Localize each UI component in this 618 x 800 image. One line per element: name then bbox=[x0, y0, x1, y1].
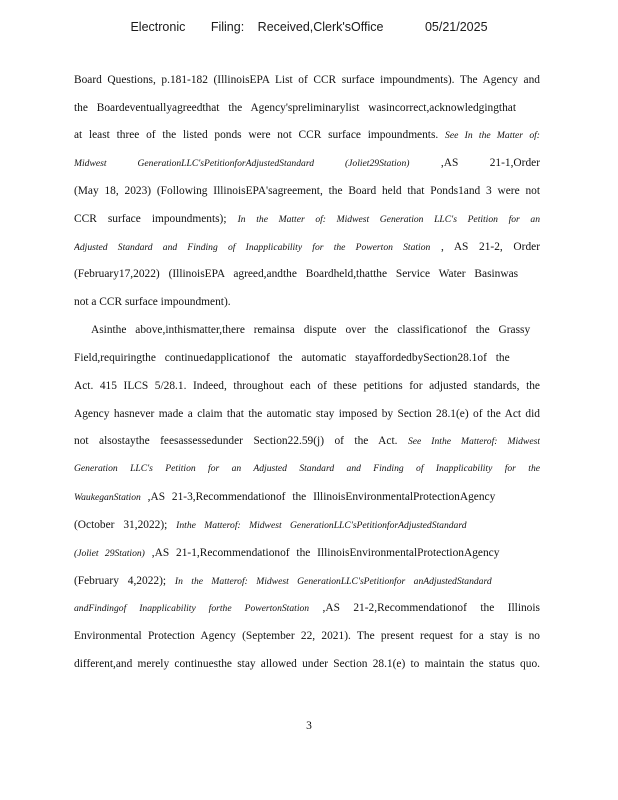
text-line-2: the Boardeventuallyagreedthat the Agency'spreliminarylist wasincorrect,acknowledgingthat bbox=[74, 102, 516, 114]
text-line-18: (Joliet 29Station) ,AS 21-1,Recommendationof the IllinoisEnvironmentalProtectionAgency bbox=[74, 547, 500, 559]
text-line-21: Environmental Protection Agency (September 22, 2021). The present request for a stay is no bbox=[74, 630, 540, 642]
text-line-4: Midwest GenerationLLC'sPetitionforAdjustedStandard (Joliet29Station) ,AS 21-1,Order bbox=[74, 157, 540, 169]
case-citation: andFindingof Inapplicability forthe PowertonStation bbox=[74, 603, 310, 614]
text-line-14: not alsostaythe feesassessedunder Section22.59(j) of the Act. See Inthe Matterof: Midwest bbox=[74, 435, 540, 447]
text-line-15: Generation LLC's Petition for an Adjusted Standard and Finding of Inapplicability for the bbox=[74, 463, 540, 474]
case-citation: Adjusted Standard and Finding of Inapplicability for the Powerton Station bbox=[74, 242, 431, 253]
text-line-3: at least three of the listed ponds were not CCR surface impoundments. See In the Matter of: bbox=[74, 129, 540, 141]
text-line-7: Adjusted Standard and Finding of Inapplicability for the Powerton Station , AS 21-2, Order bbox=[74, 241, 540, 253]
text-line-17: (October 31,2022); Inthe Matterof: Midwest GenerationLLC'sPetitionforAdjustedStandard bbox=[74, 519, 467, 531]
filing-header bbox=[0, 20, 618, 34]
page-number: 3 bbox=[306, 720, 312, 732]
text-line-5: (May 18, 2023) (Following IllinoisEPA'sagreement, the Board held that Ponds1and 3 were not bbox=[74, 185, 540, 197]
text-line-12: Act. 415 ILCS 5/28.1. Indeed, throughout each of these petitions for adjusted standards, the bbox=[74, 380, 540, 392]
text-line-20: andFindingof Inapplicability forthe PowertonStation ,AS 21-2,Recommendationof the Illinois bbox=[74, 602, 540, 614]
case-citation: In the Matter of: Midwest Generation LLC's Petition for an bbox=[237, 214, 540, 225]
case-citation: Midwest GenerationLLC'sPetitionforAdjustedStandard (Joliet29Station) bbox=[74, 158, 410, 169]
header-received: Received,Clerk'sOffice bbox=[257, 20, 384, 34]
case-citation: Inthe Matterof: Midwest GenerationLLC'sPetitionforAdjustedStandard bbox=[176, 520, 467, 531]
text-line-8: (February17,2022) (IllinoisEPA agreed,andthe Boardheld,thatthe Service Water Basinwas bbox=[74, 268, 519, 280]
case-citation: See In the Matter of: bbox=[445, 130, 540, 141]
case-citation: (Joliet 29Station) bbox=[74, 548, 145, 559]
text-line-11: Field,requiringthe continuedapplicationof the automatic stayaffordedbySection28.1of the bbox=[74, 352, 510, 364]
text-line-19: (February 4,2022); In the Matterof: Midwest GenerationLLC'sPetitionfor anAdjustedStandard bbox=[74, 575, 492, 587]
text-line-1: Board Questions, p.181-182 (IllinoisEPA List of CCR surface impoundments). The Agency and bbox=[74, 74, 540, 86]
case-citation: See Inthe Matterof: Midwest bbox=[407, 436, 540, 447]
header-date: 05/21/2025 bbox=[424, 20, 488, 34]
text-line-22: different,and merely continuesthe stay allowed under Section 28.1(e) to maintain the status quo. bbox=[74, 658, 540, 670]
header-electronic: Electronic bbox=[130, 20, 186, 34]
text-line-16: WaukeganStation ,AS 21-3,Recommendationof the IllinoisEnvironmentalProtectionAgency bbox=[74, 491, 496, 503]
text-line-13: Agency hasnever made a claim that the automatic stay imposed by Section 28.1(e) of the Act did bbox=[74, 408, 540, 420]
text-line-9: not a CCR surface impoundment). bbox=[74, 296, 231, 308]
text-line-10: Asinthe above,inthismatter,there remainsa dispute over the classificationof the Grassy bbox=[91, 324, 531, 336]
header-filing: Filing: bbox=[210, 20, 245, 34]
case-citation: WaukeganStation bbox=[74, 492, 141, 503]
case-citation: In the Matterof: Midwest GenerationLLC'sPetitionfor anAdjustedStandard bbox=[174, 576, 492, 587]
text-line-6: CCR surface impoundments); In the Matter of: Midwest Generation LLC's Petition for an bbox=[74, 213, 540, 225]
